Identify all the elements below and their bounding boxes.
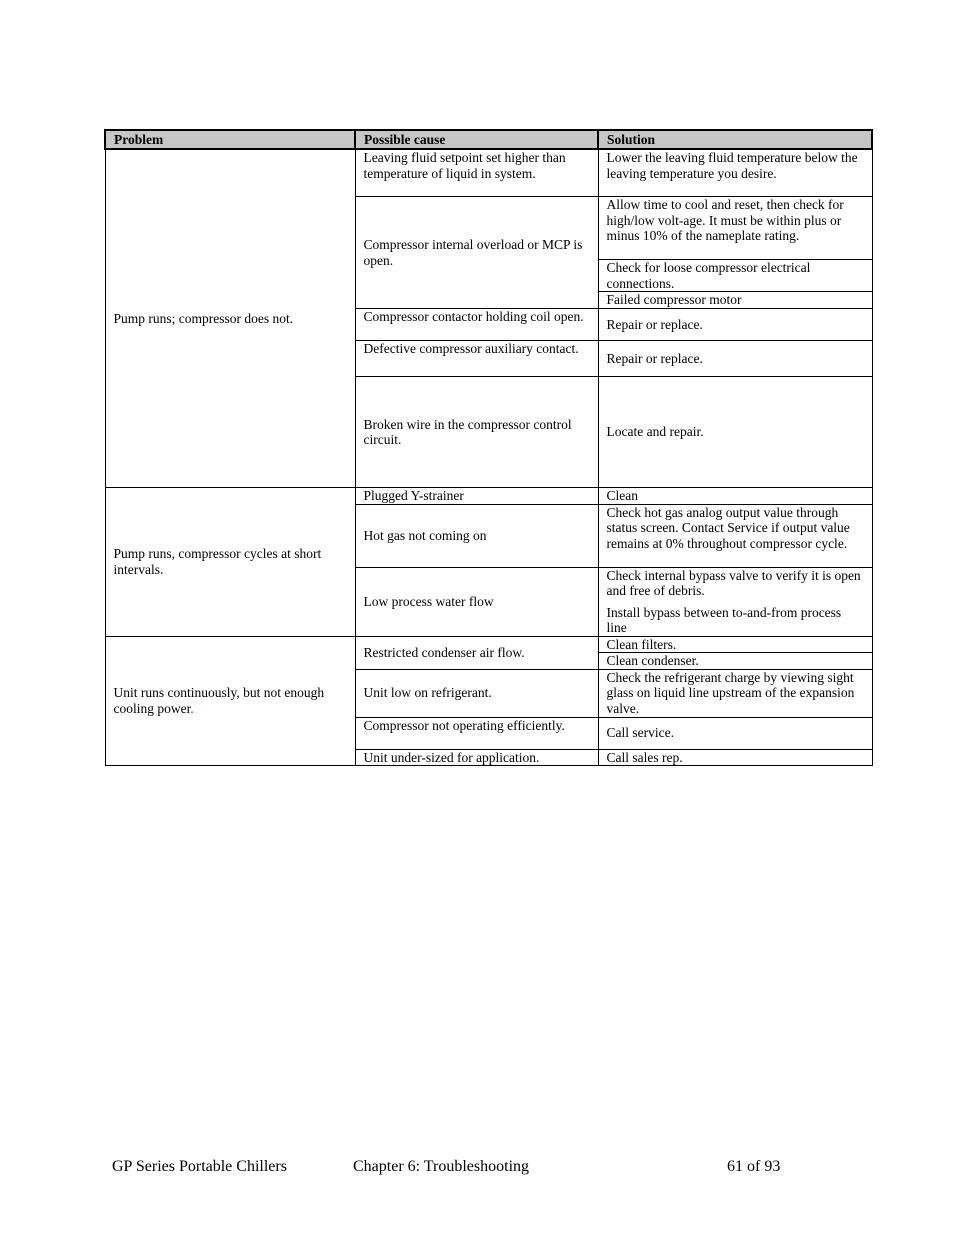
cause-cell: Unit low on refrigerant. (355, 669, 598, 717)
problem-suffix: . (190, 700, 194, 716)
cause-cell: Low process water flow (355, 567, 598, 636)
table-row (105, 149, 872, 197)
cause-cell: Restricted condenser air flow. (355, 636, 598, 669)
header-solution: Solution (598, 130, 872, 149)
footer-page-number: 61 of 93 (727, 1158, 781, 1175)
solution-cell: Allow time to cool and reset, then check for high/low volt-age. It must be within plus or minus 10% of the nameplate rating. (598, 197, 872, 260)
cause-cell: Broken wire in the compressor control circuit. (355, 377, 598, 488)
problem-cell: Pump runs; compressor does not. (105, 149, 355, 488)
solution-cell: Check for loose compressor electrical connections. (598, 260, 872, 292)
solution-cell: Check hot gas analog output value through status screen. Contact Service if output value remains at 0% throughout compressor cycle. (598, 504, 872, 567)
problem-cell: Pump runs, compressor cycles at short intervals. (105, 488, 355, 637)
solution-cell: Clean filters. (598, 636, 872, 653)
cause-cell: Defective compressor auxiliary contact. (355, 341, 598, 377)
cause-cell: Leaving fluid setpoint set higher than temperature of liquid in system. (355, 149, 598, 197)
solution-cell: Check the refrigerant charge by viewing sight glass on liquid line upstream of the expansion valve. (598, 669, 872, 717)
cause-cell: Compressor internal overload or MCP is open. (355, 197, 598, 309)
solution-cell: Lower the leaving fluid temperature below the leaving temperature you desire. (598, 149, 872, 197)
cause-cell: Plugged Y-strainer (355, 488, 598, 505)
solution-cell: Repair or replace. (598, 341, 872, 377)
footer-chapter: Chapter 6: Troubleshooting (353, 1158, 530, 1175)
solution-paragraph: Check internal bypass valve to verify it is open and free of debris. (606, 567, 861, 598)
cause-cell: Hot gas not coming on (355, 504, 598, 567)
solution-cell (598, 567, 872, 636)
solution-cell: Clean condenser. (598, 653, 872, 670)
cause-cell: Unit under-sized for application. (355, 749, 598, 766)
problem-text: Unit runs continuously, but not enough cooling power (113, 685, 325, 716)
solution-cell: Clean (598, 488, 872, 505)
problem-cell (105, 636, 355, 766)
table-row (105, 636, 872, 653)
table-header-row (105, 130, 872, 149)
solution-cell: Failed compressor motor (598, 292, 872, 309)
footer-left: GP Series Portable Chillers (112, 1158, 287, 1175)
cause-cell: Compressor not operating efficiently. (355, 717, 598, 749)
cause-cell: Compressor contactor holding coil open. (355, 309, 598, 341)
header-possible-cause: Possible cause (355, 130, 598, 149)
solution-cell: Locate and repair. (598, 377, 872, 488)
header-problem: Problem (105, 130, 355, 149)
solution-paragraph: Install bypass between to-and-from process line (606, 604, 842, 635)
solution-cell: Call service. (598, 717, 872, 749)
troubleshooting-table (104, 129, 873, 766)
solution-cell: Call sales rep. (598, 749, 872, 766)
table-row (105, 488, 872, 505)
solution-cell: Repair or replace. (598, 309, 872, 341)
